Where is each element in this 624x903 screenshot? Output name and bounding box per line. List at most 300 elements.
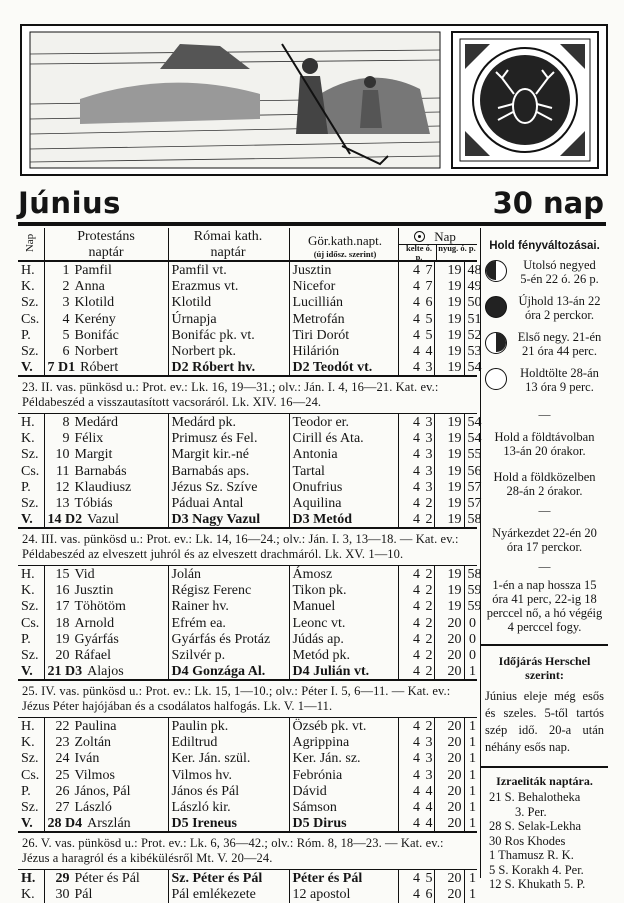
set-min-cell: 51	[464, 311, 477, 327]
set-hour-cell: 19	[447, 311, 462, 327]
israelite-calendar-item: 5 S. Korakh 4. Per.	[489, 862, 584, 877]
phase-full-moon	[481, 366, 608, 402]
table-row	[18, 430, 477, 446]
protestant-name: Péter és Pál	[74, 870, 140, 886]
weather-title: Időjárás Herschel szerint:	[498, 654, 591, 682]
day-number: 8	[62, 414, 70, 430]
set-hour-cell: 20	[447, 631, 462, 647]
table-row	[18, 496, 477, 512]
rise-min-cell: 4	[422, 800, 434, 816]
greek-cell: D4 Julián vt.	[289, 664, 398, 680]
rise-hour-cell: 4	[398, 512, 422, 528]
protestant-name: Gyárfás	[74, 631, 119, 647]
phase-line: Első negy. 21-én	[517, 330, 602, 344]
weekday-cell: Cs.	[18, 767, 44, 783]
roman-cell: D5 Ireneus	[168, 816, 289, 832]
roman-cell: Norbert pk.	[168, 343, 289, 359]
set-min-cell: 55	[464, 447, 477, 463]
protestant-name: Ráfael	[74, 648, 112, 664]
set-hour-cell: 20	[447, 784, 462, 800]
month-title-row	[18, 186, 606, 222]
weekday-cell: Sz.	[18, 295, 44, 311]
roman-cell: Jolán	[168, 566, 289, 582]
set-hour-cell: 19	[447, 566, 462, 582]
phase-line: Utolsó negyed	[523, 258, 596, 272]
table-row	[18, 262, 477, 278]
weekday-cell: K.	[18, 735, 44, 751]
rise-hour-cell: 4	[413, 735, 420, 751]
set-min-cell: 1	[464, 783, 477, 799]
rise-hour-cell: 4	[413, 327, 420, 343]
set-min-cell: 1	[464, 718, 477, 734]
rise-hour-cell: 4	[413, 295, 420, 311]
apogee-text: Hold a földtávolban 13-án 20 órakor.	[494, 430, 595, 458]
set-hour-cell: 20	[434, 664, 464, 680]
rise-min-cell: 6	[422, 887, 434, 903]
table-row	[18, 615, 477, 631]
greek-cell: Jusztin	[289, 262, 398, 278]
protestant-cell	[44, 496, 168, 512]
weekday-cell: P.	[18, 479, 44, 495]
month-name: Június	[18, 186, 121, 220]
greek-cell: D3 Metód	[289, 512, 398, 528]
greek-cell: D5 Dirus	[289, 816, 398, 832]
table-row	[18, 664, 477, 680]
protestant-cell	[44, 278, 168, 294]
greek-cell: Júdás ap.	[289, 631, 398, 647]
weekday-cell: Sz.	[18, 800, 44, 816]
divider-dash: —	[538, 503, 551, 517]
greek-cell: Sámson	[289, 800, 398, 816]
protestant-cell	[44, 751, 168, 767]
week-table	[18, 414, 482, 529]
protestant-cell	[44, 479, 168, 495]
phase-line: Újhold 13-án 22	[518, 294, 601, 308]
day-number: 1	[62, 262, 70, 278]
summer-start-text: Nyárkezdet 22-én 20 óra 17 perckor.	[492, 526, 597, 554]
sunday-reading-note: 24. III. vas. pünkösd u.: Prot. ev.: Lk. 14, 16—24.; olv.: Ján. I. 3, 13—18. — Kat. ev.: Példabeszéd az elveszett juhról és az elveszett drachmáról. Lk. XV. 1—10.	[18, 529, 477, 566]
protestant-name: Jusztin	[74, 583, 114, 599]
set-min-cell: 0	[464, 631, 477, 647]
protestant-name: Margit	[74, 447, 113, 463]
roman-cell: János és Pál	[168, 783, 289, 799]
set-hour-cell: 19	[447, 278, 462, 294]
table-row	[18, 751, 477, 767]
rise-hour-cell: 4	[398, 360, 422, 376]
weekday-cell: V.	[18, 360, 44, 376]
rise-hour-cell: 4	[413, 447, 420, 463]
rise-min-cell: 7	[422, 262, 434, 278]
week-table	[18, 718, 477, 833]
protestant-name: Kerény	[74, 311, 116, 327]
greek-cell: Özséb pk. vt.	[289, 718, 398, 734]
set-hour-cell: 20	[447, 870, 462, 886]
protestant-cell	[44, 816, 168, 832]
table-row	[18, 767, 477, 783]
greek-cell: Antonia	[289, 447, 398, 463]
phase-line: 5-én 22 ó. 26 p.	[520, 272, 599, 286]
protestant-cell	[44, 631, 168, 647]
set-hour-cell: 19	[447, 479, 462, 495]
set-min-cell: 1	[464, 735, 477, 751]
day-number: 19	[55, 631, 70, 647]
set-min-cell: 58	[464, 512, 477, 528]
rise-hour-cell: 4	[413, 887, 420, 903]
roman-cell: Gyárfás és Protáz	[168, 631, 289, 647]
day-number: 12	[55, 479, 70, 495]
greek-cell: D2 Teodót vt.	[289, 360, 398, 376]
greek-cell: Ámosz	[289, 566, 398, 582]
protestant-name: Klotild	[74, 295, 115, 311]
set-hour-cell: 19	[447, 583, 462, 599]
roman-cell: Ediltrud	[168, 735, 289, 751]
table-row	[18, 414, 477, 430]
rise-hour-cell: 4	[398, 816, 422, 832]
day-number: 23	[55, 735, 70, 751]
roman-cell: Margit kir.-né	[168, 447, 289, 463]
set-hour-cell: 19	[447, 327, 462, 343]
weekday-cell: P.	[18, 631, 44, 647]
protestant-name: Alajos	[87, 664, 124, 680]
greek-cell: Onufrius	[289, 479, 398, 495]
protestant-cell	[44, 311, 168, 327]
greek-cell: Manuel	[289, 599, 398, 615]
weekday-cell: Sz.	[18, 648, 44, 664]
israelite-calendar-item: 21 S. Behalotheka	[489, 790, 581, 804]
rise-hour-cell: 4	[413, 463, 420, 479]
table-row	[18, 343, 477, 359]
protestant-cell	[44, 599, 168, 615]
roman-cell: Szilvér p.	[168, 648, 289, 664]
set-hour-cell: 19	[447, 496, 462, 512]
rise-min-cell: 2	[422, 582, 434, 598]
roman-cell: D4 Gonzága Al.	[168, 664, 289, 680]
weekday-cell: H.	[18, 414, 44, 430]
protestant-name: Paulina	[74, 718, 117, 734]
day-number: 3	[62, 295, 70, 311]
table-row	[18, 327, 477, 343]
rise-hour-cell: 4	[413, 751, 420, 767]
table-row	[18, 295, 477, 311]
weekday-cell: K.	[18, 278, 44, 294]
roman-cell: Primusz és Fel.	[168, 430, 289, 446]
protestant-cell	[44, 327, 168, 343]
protestant-cell	[44, 800, 168, 816]
rise-min-cell: 2	[422, 512, 434, 528]
set-min-cell: 54	[464, 360, 477, 376]
set-hour-cell: 20	[447, 615, 462, 631]
last-quarter-moon-icon	[485, 260, 507, 282]
rise-hour-cell: 4	[413, 800, 420, 816]
phase-line: 21 óra 44 perc.	[522, 344, 597, 358]
roman-cell: Pamfil vt.	[168, 262, 289, 278]
weekday-cell: Cs.	[18, 463, 44, 479]
weekday-cell: V.	[18, 512, 44, 528]
rise-min-cell: 5	[422, 870, 434, 886]
set-min-cell: 54	[464, 414, 477, 430]
protestant-cell	[44, 783, 168, 799]
days-count: 30 nap	[492, 186, 604, 220]
protestant-name: Töhötöm	[74, 599, 126, 615]
table-row	[18, 870, 477, 886]
protestant-cell	[44, 430, 168, 446]
table-row	[18, 816, 477, 832]
week-table	[18, 566, 482, 681]
roman-cell: Úrnapja	[168, 311, 289, 327]
day-number: 28 D4	[47, 816, 83, 832]
protestant-cell	[44, 414, 168, 430]
rise-min-cell: 2	[422, 566, 434, 582]
rise-min-cell: 2	[422, 615, 434, 631]
rise-min-cell: 3	[422, 414, 434, 430]
israelite-calendar-item: 3. Per.	[515, 804, 547, 819]
rise-hour-cell: 4	[413, 278, 420, 294]
roman-cell: Pál emlékezete	[168, 887, 289, 903]
table-row	[18, 566, 477, 582]
table-row	[18, 718, 477, 734]
protestant-cell	[44, 870, 168, 886]
rise-min-cell: 4	[422, 343, 434, 359]
set-min-cell: 57	[464, 479, 477, 495]
rise-hour-cell: 4	[398, 664, 422, 680]
weekday-cell: Sz.	[18, 343, 44, 359]
sunday-reading-note: 25. IV. vas. pünkösd u.: Prot. ev.: Lk. 15, 1—10.; olv.: Péter I. 5, 6—11. — Kat. ev.: Jézus Péter hajójában és a csodálatos halfogás. Lk. V. 1—11.	[18, 681, 477, 718]
header-day: Nap	[24, 233, 36, 253]
protestant-name: Vid	[74, 566, 95, 582]
weekday-cell: Sz.	[18, 496, 44, 512]
protestant-name: Róbert	[80, 359, 119, 375]
table-row	[18, 479, 477, 495]
day-number: 9	[62, 431, 70, 447]
protestant-name: Barnabás	[74, 463, 127, 479]
protestant-cell	[44, 343, 168, 359]
sun-icon	[414, 231, 425, 242]
rise-hour-cell: 4	[413, 311, 420, 327]
weekday-cell: H.	[18, 262, 44, 278]
protestant-cell	[44, 664, 168, 680]
israelite-calendar-item: 28 S. Selak-Lekha	[489, 819, 581, 833]
protestant-name: Arszlán	[87, 816, 131, 832]
set-min-cell: 50	[464, 295, 477, 311]
header-illustration	[20, 24, 608, 176]
table-row	[18, 800, 477, 816]
set-hour-cell: 19	[434, 360, 464, 376]
hay-field-scene	[30, 32, 440, 168]
day-number: 22	[55, 718, 70, 734]
protestant-name: Medárd	[74, 414, 119, 430]
rise-hour-cell: 4	[413, 718, 420, 734]
rise-hour-cell: 4	[413, 479, 420, 495]
new-moon-icon	[485, 296, 507, 318]
rise-min-cell: 3	[422, 751, 434, 767]
weather-text: Június eleje még esős és szeles. 5-től tartós szép idő. 20-a után néhány esős nap.	[485, 689, 604, 754]
protestant-cell	[44, 887, 168, 903]
protestant-cell	[44, 615, 168, 631]
rise-hour-cell: 4	[413, 262, 420, 278]
rise-hour-cell: 4	[413, 414, 420, 430]
greek-cell: Ker. Ján. sz.	[289, 751, 398, 767]
rise-hour-cell: 4	[413, 615, 420, 631]
day-number: 6	[62, 344, 70, 360]
set-min-cell: 52	[464, 327, 477, 343]
set-hour-cell: 20	[447, 735, 462, 751]
day-number: 11	[56, 463, 70, 479]
greek-cell: Tikon pk.	[289, 582, 398, 598]
israelite-calendar-title: Izraeliták naptára.	[496, 774, 593, 788]
set-min-cell: 1	[464, 751, 477, 767]
set-hour-cell: 19	[447, 431, 462, 447]
protestant-cell	[44, 447, 168, 463]
day-number: 5	[62, 327, 70, 343]
sidebar	[480, 228, 608, 891]
weekday-cell: K.	[18, 887, 44, 903]
rise-min-cell: 5	[422, 311, 434, 327]
set-min-cell: 1	[464, 870, 477, 886]
set-hour-cell: 20	[447, 767, 462, 783]
roman-cell: Jézus Sz. Szíve	[168, 479, 289, 495]
table-row	[18, 648, 477, 664]
protestant-cell	[44, 295, 168, 311]
day-number: 14 D2	[47, 512, 83, 527]
day-number: 30	[55, 887, 70, 903]
header-rise: kelte ó. p.	[406, 243, 432, 262]
table-row	[18, 463, 477, 479]
weekday-cell: H.	[18, 566, 44, 582]
roman-cell: Régisz Ferenc	[168, 582, 289, 598]
roman-cell: Erazmus vt.	[168, 278, 289, 294]
set-min-cell: 57	[464, 496, 477, 512]
day-number: 16	[55, 583, 70, 599]
set-min-cell: 58	[464, 566, 477, 582]
set-min-cell: 54	[464, 430, 477, 446]
table-header	[18, 228, 477, 262]
table-row	[18, 887, 477, 903]
rise-hour-cell: 4	[413, 344, 420, 360]
protestant-cell	[44, 718, 168, 734]
set-min-cell: 1	[464, 887, 477, 903]
weekday-cell: P.	[18, 783, 44, 799]
table-row	[18, 735, 477, 751]
set-min-cell: 48	[464, 262, 477, 278]
phase-first-quarter	[481, 330, 608, 366]
set-hour-cell: 19	[434, 512, 464, 528]
day-number: 18	[55, 615, 70, 631]
weeks-container	[18, 262, 482, 903]
rise-hour-cell: 4	[413, 631, 420, 647]
protestant-name: Vilmos	[74, 767, 115, 783]
day-number: 17	[55, 599, 70, 615]
weekday-cell: Sz.	[18, 447, 44, 463]
rise-hour-cell: 4	[413, 599, 420, 615]
sunday-reading-note: 23. II. vas. pünkösd u.: Prot. ev.: Lk. 16, 19—31.; olv.: Ján. I. 4, 16—21. Kat. ev.: Példabeszéd a visszautasított vacsoráról. Lk. XIV. 16—24.	[18, 377, 477, 414]
calendar-main	[18, 228, 482, 903]
set-hour-cell: 20	[434, 816, 464, 832]
phase-line: óra 2 perckor.	[524, 308, 595, 322]
day-number: 2	[62, 278, 70, 294]
weekday-cell: Cs.	[18, 311, 44, 327]
set-hour-cell: 19	[447, 447, 462, 463]
greek-cell: Teodor er.	[289, 414, 398, 430]
set-hour-cell: 19	[447, 463, 462, 479]
rise-min-cell: 2	[422, 648, 434, 664]
set-hour-cell: 19	[447, 262, 462, 278]
phase-last-quarter	[481, 258, 608, 294]
israelite-calendar-list	[481, 790, 608, 892]
weekday-cell: V.	[18, 664, 44, 680]
set-hour-cell: 20	[447, 718, 462, 734]
greek-cell: Cirill és Ata.	[289, 430, 398, 446]
sunday-reading-note: 26. V. vas. pünkösd u.: Prot. ev.: Lk. 6, 36—42.; olv.: Róm. 8, 18—23. — Kat. ev.: Jézus a haragról és a kibékülésről Mt. V. 20—24.	[18, 833, 477, 870]
weekday-cell: Sz.	[18, 599, 44, 615]
rise-hour-cell: 4	[413, 496, 420, 512]
protestant-cell	[44, 648, 168, 664]
sidebar-rule	[481, 644, 608, 646]
day-length-text: 1-én a nap hossza 15 óra 41 perc, 22-ig 18 perccel nő, a hó végéig 4 perccel fogy.	[486, 578, 603, 634]
roman-cell: Efrém ea.	[168, 615, 289, 631]
day-number: 27	[55, 800, 70, 816]
day-number: 21 D3	[47, 664, 83, 680]
roman-cell: Páduai Antal	[168, 496, 289, 512]
greek-cell: Lucillián	[289, 295, 398, 311]
protestant-cell	[44, 360, 168, 376]
rise-min-cell: 3	[422, 430, 434, 446]
rise-min-cell: 2	[422, 718, 434, 734]
title-rule	[18, 222, 606, 226]
set-min-cell: 59	[464, 582, 477, 598]
set-min-cell: 1	[464, 767, 477, 783]
header-set: nyug. ó. p.	[438, 243, 476, 253]
roman-cell: Sz. Péter és Pál	[168, 870, 289, 886]
set-min-cell: 0	[464, 615, 477, 631]
protestant-name: Klaudiusz	[74, 479, 132, 495]
protestant-cell	[44, 767, 168, 783]
table-row	[18, 783, 477, 799]
table-row	[18, 512, 477, 528]
greek-cell: Tiri Dorót	[289, 327, 398, 343]
protestant-name: Félix	[74, 431, 104, 447]
rise-min-cell: 5	[422, 327, 434, 343]
full-moon-icon	[485, 368, 507, 390]
protestant-name: Pál	[74, 887, 93, 903]
roman-cell: D3 Nagy Vazul	[168, 512, 289, 528]
protestant-name: Bonifác	[74, 327, 119, 343]
table-row	[18, 447, 477, 463]
greek-cell: Nicefor	[289, 278, 398, 294]
set-min-cell: 49	[464, 278, 477, 294]
protestant-cell	[44, 582, 168, 598]
header-roman: Római kath. naptár	[193, 229, 263, 260]
rise-hour-cell: 4	[413, 784, 420, 800]
greek-cell: 12 apostol	[289, 887, 398, 903]
table-row	[18, 278, 477, 294]
protestant-name: Anna	[74, 278, 105, 294]
day-number: 10	[55, 447, 70, 463]
day-number: 15	[55, 566, 70, 582]
weekday-cell: H.	[18, 718, 44, 734]
greek-cell: Febrónia	[289, 767, 398, 783]
rise-hour-cell: 4	[413, 431, 420, 447]
rise-min-cell: 3	[422, 447, 434, 463]
protestant-cell	[44, 566, 168, 582]
phase-line: 13 óra 9 perc.	[525, 380, 594, 394]
roman-cell: D2 Róbert hv.	[168, 360, 289, 376]
set-hour-cell: 19	[447, 344, 462, 360]
table-row	[18, 582, 477, 598]
sun-label: Nap	[434, 229, 456, 244]
protestant-cell	[44, 512, 168, 528]
set-min-cell: 1	[464, 800, 477, 816]
roman-cell: Paulin pk.	[168, 718, 289, 734]
